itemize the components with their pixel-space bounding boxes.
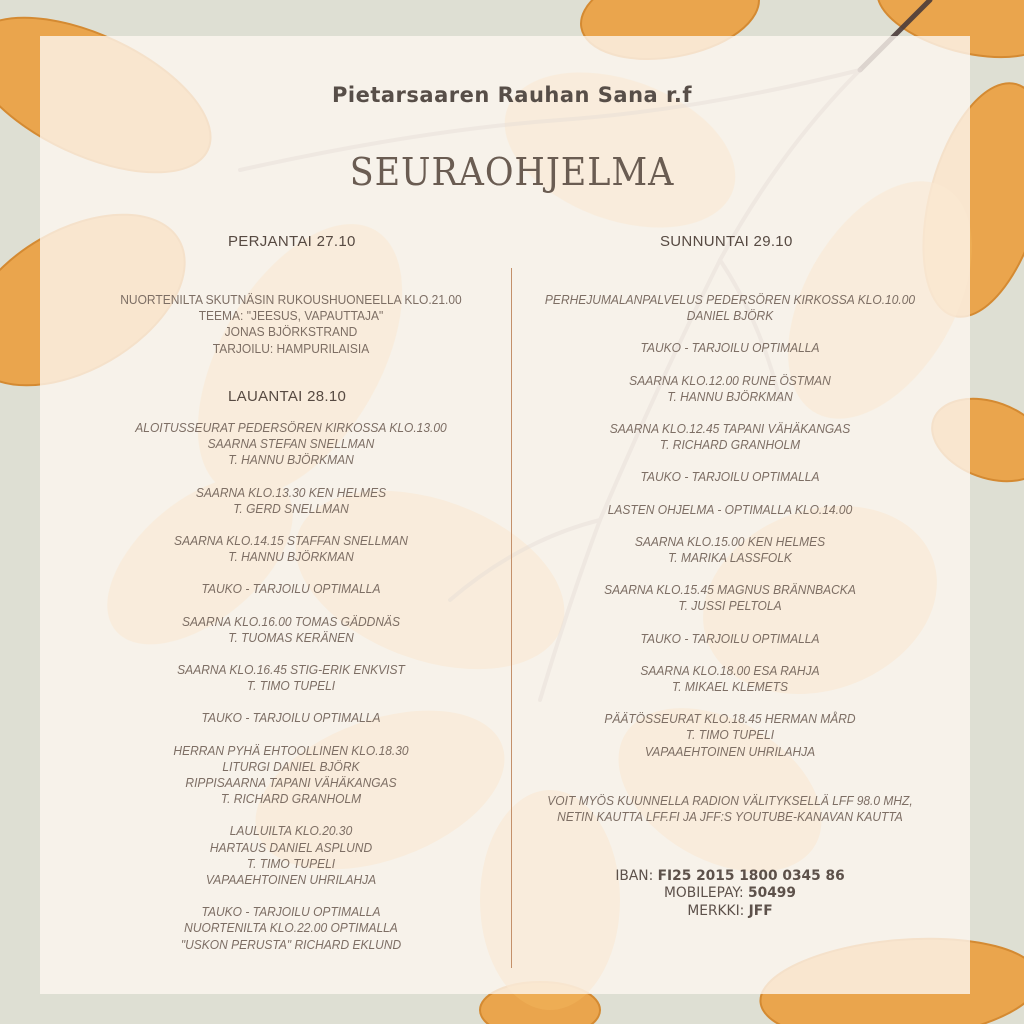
program-line: PERHEJUMALANPALVELUS PEDERSÖREN KIRKOSSA KLO.10.00 <box>544 293 916 307</box>
program-line: SAARNA KLO.18.00 ESA RAHJA <box>640 663 820 678</box>
friday-program <box>0 292 582 357</box>
program-line: JONAS BJÖRKSTRAND <box>224 325 358 340</box>
day-heading-saturday: LAUANTAI 28.10 <box>228 388 347 405</box>
program-line: TAUKO - TARJOILU OPTIMALLA <box>640 631 820 646</box>
program-line: SAARNA KLO.14.15 STAFFAN SNELLMAN <box>174 534 408 549</box>
program-line: LASTEN OHJELMA - OPTIMALLA KLO.14.00 <box>607 502 853 517</box>
program-line: T. GERD SNELLMAN <box>233 501 349 516</box>
program-line: T. JUSSI PELTOLA <box>678 599 782 614</box>
program-line: ALOITUSSEURAT PEDERSÖREN KIRKOSSA KLO.13.00 <box>135 421 447 435</box>
program-line: T. TIMO TUPELI <box>246 679 336 694</box>
program-line: T. MIKAEL KLEMETS <box>671 680 789 695</box>
merkki-line <box>531 903 930 919</box>
merkki-value: JFF <box>748 903 773 919</box>
program-line: HERRAN PYHÄ EHTOOLLINEN KLO.18.30 <box>173 743 409 758</box>
organization-name: Pietarsaaren Rauhan Sana r.f <box>332 83 692 107</box>
program-line: TAUKO - TARJOILU OPTIMALLA <box>640 341 820 356</box>
program-line: T. HANNU BJÖRKMAN <box>228 453 354 468</box>
program-line: SAARNA KLO.15.45 MAGNUS BRÄNNBACKA <box>604 583 856 598</box>
program-line: SAARNA KLO.13.30 KEN HELMES <box>195 485 387 500</box>
program-line: T. RICHARD GRANHOLM <box>220 792 362 807</box>
day-heading-sunday: SUNNUNTAI 29.10 <box>660 233 793 250</box>
program-line: NUORTENILTA SKUTNÄSIN RUKOUSHUONEELLA KLO.21.00 <box>120 293 462 307</box>
program-line: TAUKO - TARJOILU OPTIMALLA <box>201 582 381 597</box>
program-line: TAUKO - TARJOILU OPTIMALLA <box>640 470 820 485</box>
iban-label: IBAN: <box>615 868 654 884</box>
program-line: SAARNA STEFAN SNELLMAN <box>207 437 375 452</box>
program-line: SAARNA KLO.12.00 RUNE ÖSTMAN <box>629 373 831 388</box>
program-line: T. RICHARD GRANHOLM <box>659 438 801 453</box>
mobilepay-label: MOBILEPAY: <box>664 885 744 901</box>
program-line: LITURGI DANIEL BJÖRK <box>222 759 360 774</box>
page-title: SEURAOHJELMA <box>349 150 675 194</box>
column-divider <box>511 268 512 968</box>
program-line: SAARNA KLO.16.45 STIG-ERIK ENKVIST <box>177 663 405 678</box>
program-line: PÄÄTÖSSEURAT KLO.18.45 HERMAN MÅRD <box>604 712 856 727</box>
day-heading-friday: PERJANTAI 27.10 <box>228 233 356 250</box>
program-line: TAUKO - TARJOILU OPTIMALLA <box>201 905 381 920</box>
program-line: LAULUILTA KLO.20.30 <box>229 824 353 839</box>
program-line: NUORTENILTA KLO.22.00 OPTIMALLA <box>184 921 398 936</box>
program-line: T. HANNU BJÖRKMAN <box>667 389 793 404</box>
mobilepay-value: 50499 <box>748 885 796 901</box>
program-line: T. MARIKA LASSFOLK <box>668 551 792 566</box>
program-line: DANIEL BJÖRK <box>686 309 774 324</box>
radio-info-line: NETIN KAUTTA LFF.FI JA JFF:S YOUTUBE-KANAVAN KAUTTA <box>557 810 903 825</box>
program-line: VAPAAEHTOINEN UHRILAHJA <box>644 744 816 759</box>
program-line: SAARNA KLO.15.00 KEN HELMES <box>634 534 826 549</box>
iban-value: FI25 2015 1800 0345 86 <box>657 868 845 884</box>
program-line: "USKON PERUSTA" RICHARD EKLUND <box>180 937 402 952</box>
iban-line <box>531 868 930 884</box>
mobilepay-line <box>531 885 930 901</box>
program-line: VAPAAEHTOINEN UHRILAHJA <box>205 873 377 888</box>
sunday-program <box>520 292 940 825</box>
radio-info-line: VOIT MYÖS KUUNNELLA RADION VÄLITYKSELLÄ LFF 98.0 MHZ, <box>547 793 913 808</box>
program-line: SAARNA KLO.16.00 TOMAS GÄDDNÄS <box>181 614 401 629</box>
program-line: SAARNA KLO.12.45 TAPANI VÄHÄKANGAS <box>609 422 851 437</box>
program-line: TEEMA: "JEESUS, VAPAUTTAJA" <box>198 309 384 324</box>
program-line: T. TUOMAS KERÄNEN <box>228 630 354 645</box>
program-line: TARJOILU: HAMPURILAISIA <box>212 341 370 356</box>
program-line: T. TIMO TUPELI <box>246 856 336 871</box>
program-line: RIPPISAARNA TAPANI VÄHÄKANGAS <box>185 776 397 791</box>
program-line: HARTAUS DANIEL ASPLUND <box>209 840 373 855</box>
program-line: T. HANNU BJÖRKMAN <box>228 550 354 565</box>
merkki-label: MERKKI: <box>687 903 745 919</box>
program-line: T. TIMO TUPELI <box>685 728 775 743</box>
saturday-program <box>0 420 582 953</box>
program-line: TAUKO - TARJOILU OPTIMALLA <box>201 711 381 726</box>
